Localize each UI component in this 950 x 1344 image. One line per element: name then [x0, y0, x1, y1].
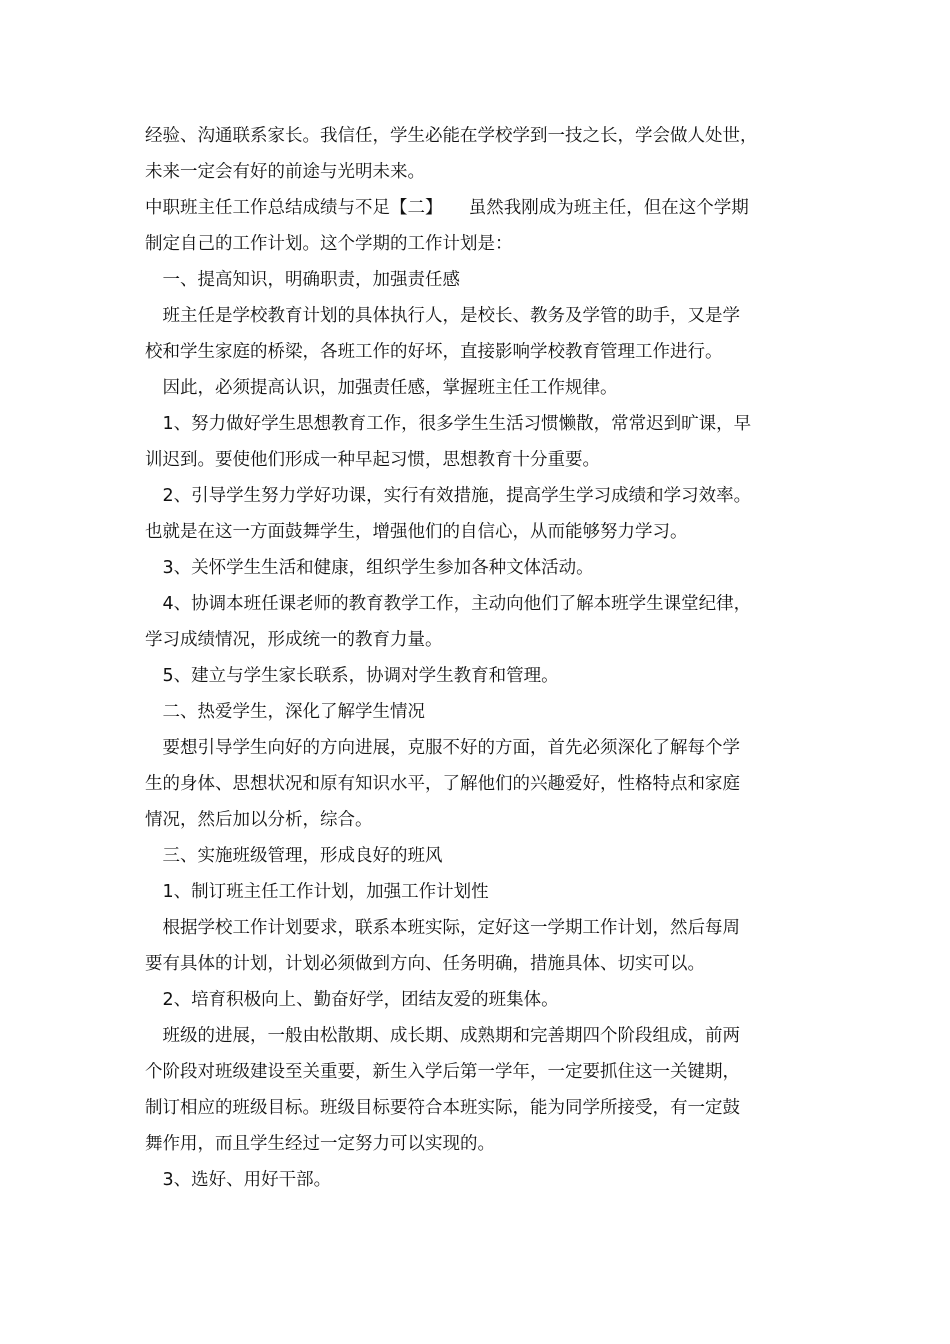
text-line: 班级的进展，一般由松散期、成长期、成熟期和完善期四个阶段组成，前两 — [145, 1026, 740, 1046]
list-item: 3、关怀学生生活和健康，组织学生参加各种文体活动。 — [145, 558, 594, 578]
text-line: 情况，然后加以分析，综合。 — [145, 810, 373, 830]
document-body — [145, 118, 810, 1198]
text-line: 个阶段对班级建设至关重要，新生入学后第一学年，一定要抓住这一关键期， — [145, 1062, 740, 1082]
text-line: 舞作用，而且学生经过一定努力可以实现的。 — [145, 1134, 495, 1154]
text-line: 未来一定会有好的前途与光明未来。 — [145, 162, 425, 182]
text-line: 训迟到。要使他们形成一种早起习惯，思想教育十分重要。 — [145, 450, 600, 470]
section-heading: 二、热爱学生，深化了解学生情况 — [145, 702, 425, 722]
text-line: 也就是在这一方面鼓舞学生，增强他们的自信心，从而能够努力学习。 — [145, 522, 688, 542]
list-item: 3、选好、用好干部。 — [145, 1170, 332, 1190]
list-item: 2、引导学生努力学好功课，实行有效措施，提高学生学习成绩和学习效率。 — [145, 486, 752, 506]
text-line: 经验、沟通联系家长。我信任，学生必能在学校学到一技之长，学会做人处世， — [145, 126, 758, 146]
list-item: 5、建立与学生家长联系，协调对学生教育和管理。 — [145, 666, 559, 686]
list-item: 4、协调本班任课老师的教育教学工作，主动向他们了解本班学生课堂纪律， — [145, 594, 752, 614]
text-line: 因此，必须提高认识，加强责任感，掌握班主任工作规律。 — [145, 378, 618, 398]
text-line: 要有具体的计划，计划必须做到方向、任务明确，措施具体、切实可以。 — [145, 954, 705, 974]
text-line: 学习成绩情况，形成统一的教育力量。 — [145, 630, 443, 650]
text-line: 生的身体、思想状况和原有知识水平，了解他们的兴趣爱好，性格特点和家庭 — [145, 774, 740, 794]
section-heading: 三、实施班级管理，形成良好的班风 — [145, 846, 443, 866]
text-line: 班主任是学校教育计划的具体执行人，是校长、教务及学管的助手，又是学 — [145, 306, 740, 326]
section-heading-line: 中职班主任工作总结成绩与不足【二】 虽然我刚成为班主任，但在这个学期 — [145, 198, 749, 218]
list-item: 1、努力做好学生思想教育工作，很多学生生活习惯懒散，常常迟到旷课，早 — [145, 414, 752, 434]
section-heading: 一、提高知识，明确职责，加强责任感 — [145, 270, 460, 290]
list-item: 2、培育积极向上、勤奋好学，团结友爱的班集体。 — [145, 990, 559, 1010]
list-item: 1、制订班主任工作计划，加强工作计划性 — [145, 882, 489, 902]
text-line: 制定自己的工作计划。这个学期的工作计划是： — [145, 234, 513, 254]
text-line: 制订相应的班级目标。班级目标要符合本班实际，能为同学所接受，有一定鼓 — [145, 1098, 740, 1118]
text-line: 根据学校工作计划要求，联系本班实际，定好这一学期工作计划，然后每周 — [145, 918, 740, 938]
text-line: 校和学生家庭的桥梁，各班工作的好坏，直接影响学校教育管理工作进行。 — [145, 342, 723, 362]
text-line: 要想引导学生向好的方向进展，克服不好的方面，首先必须深化了解每个学 — [145, 738, 740, 758]
